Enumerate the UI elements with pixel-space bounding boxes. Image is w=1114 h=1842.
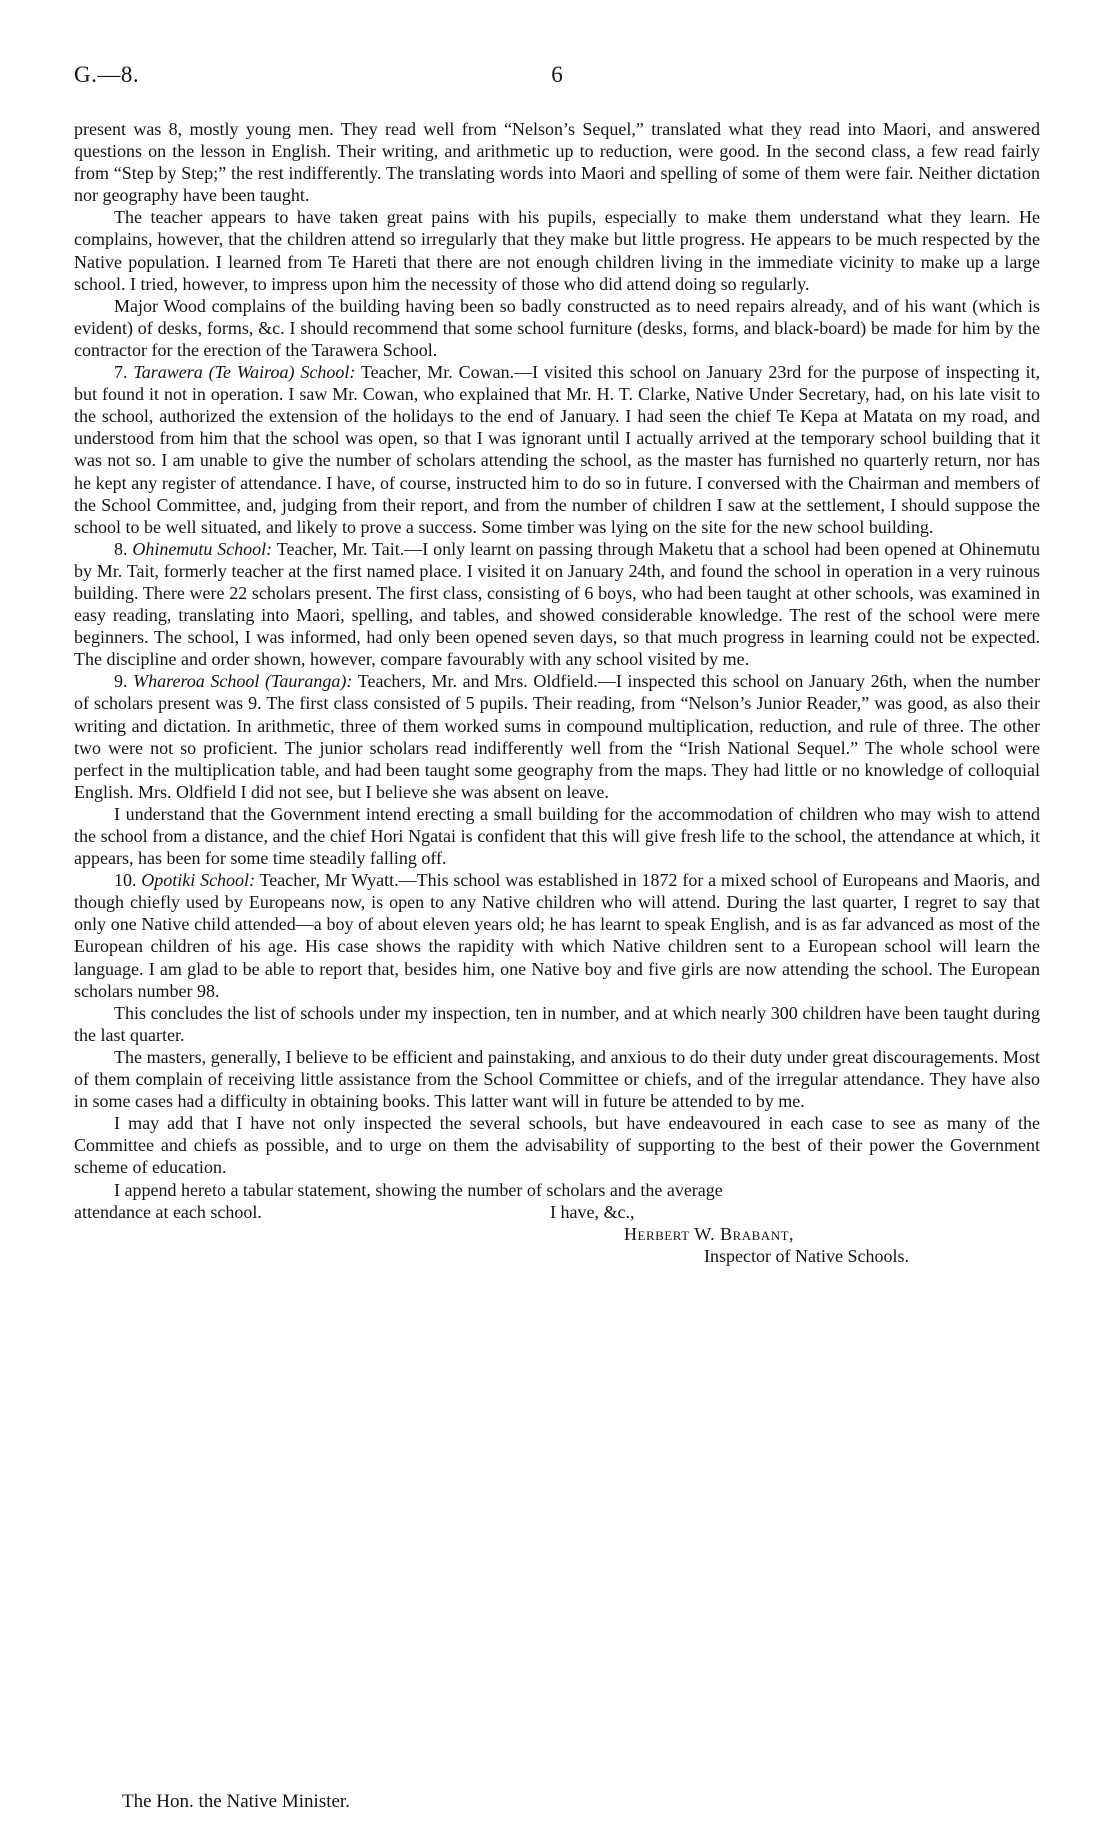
school-section-ohinemutu xyxy=(74,538,1040,671)
section-number: 7. xyxy=(114,362,128,383)
section-text: Teachers, Mr. and Mrs. Oldfield.—I inspected this school on January 26th, when the number of scholars present was 9. The first class consisted of 5 pupils. Their reading, from “Nelson’s Junior Reader,” was good, as also their writing and dictation. In arithmetic, three of them worked sums in compound multiplication, reduction, and rule of three. The other two were not so proficient. The junior scholars read indifferently well from the “Irish National Sequel.” The whole school were perfect in the multiplication table, and had been taught some geography from the maps. They had little or no knowledge of colloquial English. Mrs. Oldfield I did not see, but I believe she was absent on leave. xyxy=(74,671,1041,802)
paragraph: Major Wood complains of the building having been so badly constructed as to need repairs already, and of his want (which is evident) of desks, forms, &c. I should recommend that some school furniture (desks, forms, and black-board) be made for him by the contractor for the erection of the Tarawera School. xyxy=(74,295,1040,360)
signatory-name: Herbert W. Brabant, xyxy=(624,1223,795,1244)
section-number: 10. xyxy=(114,870,137,891)
school-section-opotiki xyxy=(74,869,1040,1002)
page-number: 6 xyxy=(551,62,563,87)
section-number: 9. xyxy=(114,671,128,692)
section-text: Teacher, Mr. Tait.—I only learnt on passing through Maketu that a school had been opened at Ohinemutu by Mr. Tait, formerly teacher at the first named place. I visited it on January 24th, and found the school in operation in a very ruinous building. There were 22 scholars present. The first class, consisting of 6 boys, who had been taught at other schools, was examined in easy reading, translating into Maori, spelling, and tables, and showed considerable knowledge. The rest of the school were mere beginners. The school, I was informed, had only been opened seven days, so that much progress in learning could not be expected. The discipline and order shown, however, compare favourably with any school visited by me. xyxy=(74,538,1041,670)
closing-line: attendance at each school. xyxy=(74,1201,262,1222)
section-heading: Whareroa School (Tauranga): xyxy=(133,671,353,692)
school-section-tarawera xyxy=(74,361,1040,538)
paragraph: I understand that the Government intend erecting a small building for the accommodation of children who may wish to attend the school from a distance, and the chief Hori Ngatai is confident that this will give fresh life to the school, the attendance at which, it appears, has been for some time steadily falling off. xyxy=(74,803,1040,869)
paragraph: present was 8, mostly young men. They read well from “Nelson’s Sequel,” translated what they read into Maori, and answered questions on the lesson in English. Their writing, and arithmetic up to reduction, were good. In the second class, a few read fairly from “Step by Step;” the rest indifferently. The translating words into Maori and spelling of some of them were fair. Neither dictation nor geography have been taught. xyxy=(74,119,1040,206)
section-heading: Ohinemutu School: xyxy=(132,538,273,559)
section-heading: Tarawera (Te Wairoa) School: xyxy=(133,362,356,383)
paragraph: This concludes the list of schools under my inspection, ten in number, and at which nearly 300 children have been taught during the last quarter. xyxy=(74,1002,1040,1045)
paragraph: The teacher appears to have taken great pains with his pupils, especially to make them understand what they learn. He complains, however, that the children attend so irregularly that they make but little progress. He appears to be much respected by the Native population. I learned from Te Hareti that there are not enough children living in the immediate vicinity to make up a large school. I tried, however, to impress upon him the necessity of those who did attend doing so regularly. xyxy=(74,207,1040,294)
section-number: 8. xyxy=(114,538,128,559)
page-header xyxy=(74,62,1040,102)
signoff-block xyxy=(74,1201,1040,1267)
school-section-whareroa xyxy=(74,670,1040,803)
document-reference: G.—8. xyxy=(74,62,140,87)
paragraph: I may add that I have not only inspected the several schools, but have endeavoured in each case to see as many of the Committee and chiefs as possible, and to urge on them the advisability of supporting to the best of their power the Government scheme of education. xyxy=(74,1113,1040,1178)
addressee: The Hon. the Native Minister. xyxy=(122,1791,350,1812)
signatory-title: Inspector of Native Schools. xyxy=(704,1245,909,1266)
paragraph: The masters, generally, I believe to be efficient and painstaking, and anxious to do their duty under great discouragements. Most of them complain of receiving little assistance from the School Committee or chiefs, and of the irregular attendance. They have also in some cases had a difficulty in obtaining books. This latter want will in future be attended to by me. xyxy=(74,1046,1040,1112)
paragraph: I append hereto a tabular statement, showing the number of scholars and the average xyxy=(114,1179,723,1200)
report-body xyxy=(74,118,1040,1267)
section-text: Teacher, Mr Wyatt.—This school was established in 1872 for a mixed school of Europeans and Maoris, and though chiefly used by Europeans now, is open to any Native children who will attend. During the last quarter, I regret to say that only one Native child attended—a boy of about eleven years old; he has learnt to speak English, and is as far advanced as most of the European children of his age. His case shows the rapidity with which Native children sent to a European school will learn the language. I am glad to be able to report that, besides him, one Native boy and five girls are now attending the school. The European scholars number 98. xyxy=(74,870,1040,1001)
closing-salutation: I have, &c., xyxy=(550,1201,635,1222)
section-heading: Opotiki School: xyxy=(141,870,256,891)
section-text: Teacher, Mr. Cowan.—I visited this school on January 23rd for the purpose of inspecting it, but found it not in operation. I saw Mr. Cowan, who explained that Mr. H. T. Clarke, Native Under Secretary, had, on his late visit to the school, authorized the extension of the holidays to the end of January. I had seen the chief Te Kepa at Matata on my road, and understood from him that the school was open, so that I was ignorant until I actually arrived at the temporary school building that it was not so. I am unable to give the number of scholars attending the school, as the master has furnished no quarterly return, nor has he kept any register of attendance. I have, of course, instructed him to do so in future. I conversed with the Chairman and members of the School Committee, and, judging from their report, and from the number of children I saw at the settlement, I should suppose the school to be well situated, and likely to prove a success. Some timber was lying on the site for the new school building. xyxy=(74,362,1040,537)
